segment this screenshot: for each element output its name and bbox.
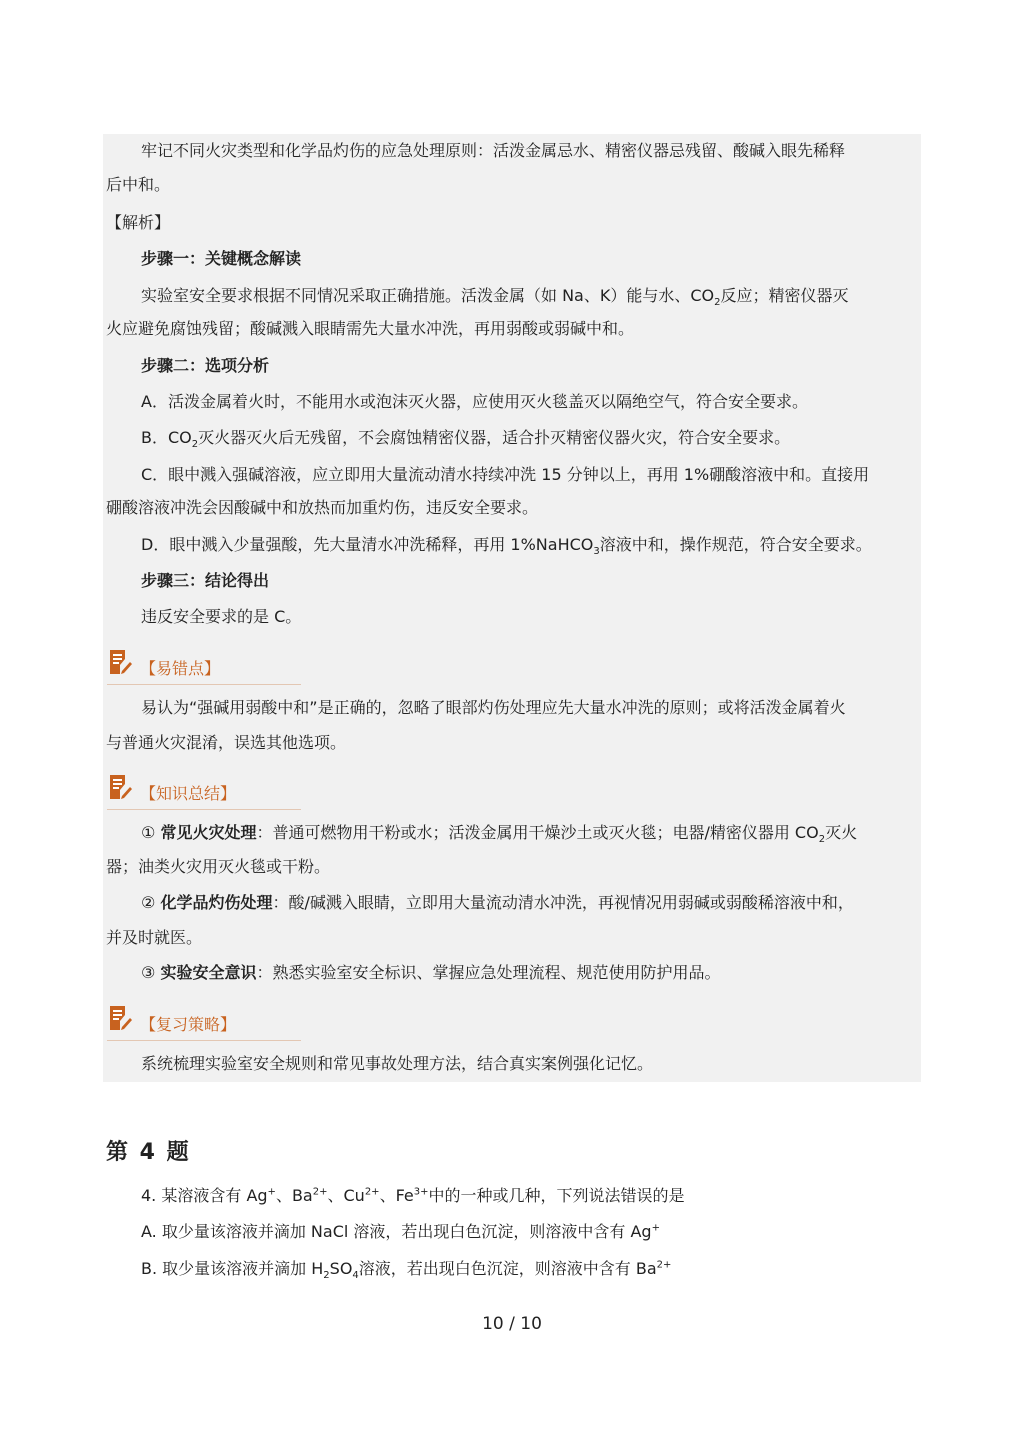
knowledge-item-2-cont: 并及时就医。 [106, 928, 203, 947]
question-option-a: A. 取少量该溶液并滴加 NaCl 溶液，若出现白色沉淀，则溶液中含有 Ag+ [141, 1222, 660, 1241]
option-d-analysis: D．眼中溅入少量强酸，先大量清水冲洗稀释，再用 1%NaHCO$_3$溶液中和，操作规范，符合安全要求。 [141, 535, 872, 558]
page-number: 10 / 10 [482, 1314, 542, 1334]
intro-line-1: 牢记不同火灾类型和化学品灼伤的应急处理原则：活泼金属忌水、精密仪器忌残留、酸碱入眼先稀释 [141, 141, 846, 160]
conclusion-text: 违反安全要求的是 C。 [141, 607, 302, 626]
question-option-b: B. 取少量该溶液并滴加 $H_2SO_4$溶液，若出现白色沉淀，则溶液中含有 $Ba^{2+}$ [141, 1259, 672, 1282]
pitfall-divider [107, 684, 301, 685]
pitfall-line-2: 与普通火灾混淆，误选其他选项。 [106, 733, 347, 752]
jiexi-tag: 【解析】 [106, 213, 171, 232]
review-tag: 【复习策略】 [140, 1015, 237, 1034]
review-divider [107, 1040, 301, 1041]
notepad-icon [107, 1003, 133, 1033]
option-a-analysis: A．活泼金属着火时，不能用水或泡沫灭火器，应使用灭火毯盖灭以隔绝空气，符合安全要求。 [141, 392, 808, 411]
summary-tag: 【知识总结】 [140, 784, 237, 803]
option-c-analysis-line-2: 硼酸溶液冲洗会因酸碱中和放热而加重灼伤，违反安全要求。 [106, 498, 539, 517]
knowledge-item-2: ② 化学品灼伤处理：酸/碱溅入眼睛，立即用大量流动清水冲洗，再视情况用弱碱或弱酸稀溶液中和， [141, 893, 854, 912]
question-stem: 4. 某溶液含有 Ag+、$Ba^{2+}$、$Cu^{2+}$、$Fe^{3+}$中的一种或几种，下列说法错误的是 [141, 1186, 685, 1205]
knowledge-item-1: ① 常见火灾处理：普通可燃物用干粉或水；活泼金属用干燥沙土或灭火毯；电器/精密仪器用 $CO_2$灭火 [141, 823, 858, 846]
review-text: 系统梳理实验室安全规则和常见事故处理方法，结合真实案例强化记忆。 [141, 1054, 654, 1073]
summary-divider [107, 809, 301, 810]
pitfall-tag: 【易错点】 [140, 659, 221, 678]
notepad-icon [107, 772, 133, 802]
knowledge-item-3: ③ 实验安全意识：熟悉实验室安全标识、掌握应急处理流程、规范使用防护用品。 [141, 963, 721, 982]
intro-line-2: 后中和。 [106, 175, 171, 194]
option-b-analysis: B．$CO_2$灭火器灭火后无残留，不会腐蚀精密仪器，适合扑灭精密仪器火灾，符合安全要求。 [141, 428, 791, 451]
pitfall-line-1: 易认为“强碱用弱酸中和”是正确的，忽略了眼部灼伤处理应先大量水冲洗的原则；或将活泼金属着火 [141, 698, 846, 717]
step3-title: 步骤三：结论得出 [141, 571, 270, 590]
step1-paragraph-line-1: 实验室安全要求根据不同情况采取正确措施。活泼金属（如 Na、K）能与水、$CO_2$反应；精密仪器灭 [141, 286, 849, 309]
step1-paragraph-line-2: 火应避免腐蚀残留；酸碱溅入眼睛需先大量水冲洗，再用弱酸或弱碱中和。 [106, 319, 635, 338]
question-heading: 第 4 题 [106, 1140, 191, 1165]
notepad-icon [107, 647, 133, 677]
step1-title: 步骤一：关键概念解读 [141, 249, 302, 268]
knowledge-item-1-cont: 器；油类火灾用灭火毯或干粉。 [106, 857, 331, 876]
step2-title: 步骤二：选项分析 [141, 356, 270, 375]
option-c-analysis-line-1: C．眼中溅入强碱溶液，应立即用大量流动清水持续冲洗 15 分钟以上，再用 1%硼酸溶液中和。直接用 [141, 465, 870, 484]
